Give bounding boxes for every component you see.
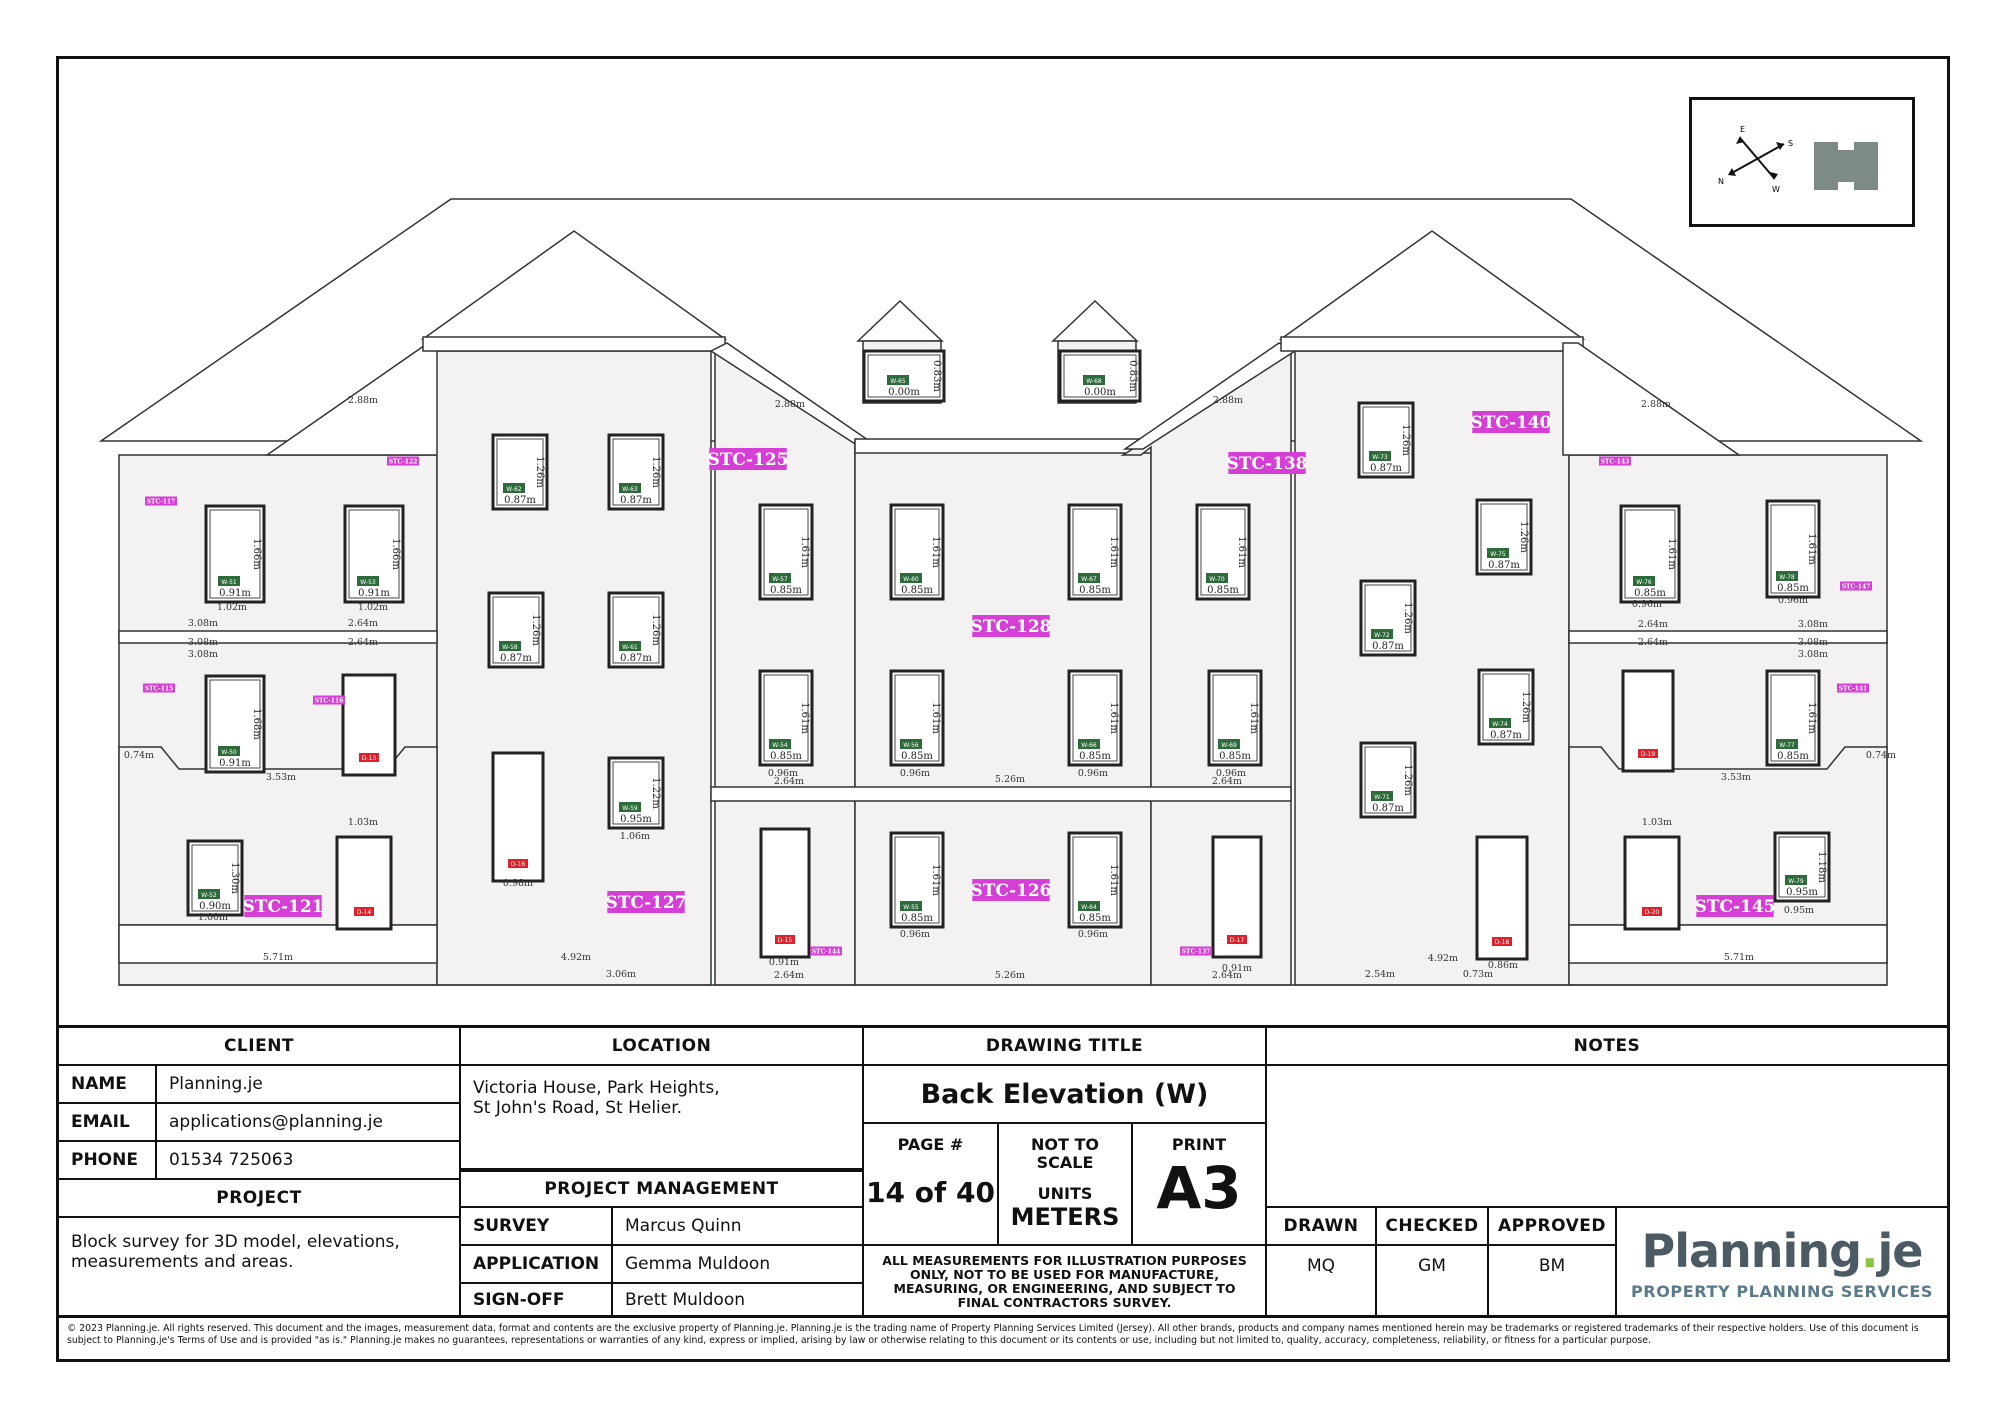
dimension-label: 3.06m [605,969,637,980]
room-id: STC-128 [970,617,1052,637]
door-d-17 [1213,837,1261,957]
logo-tld: je [1877,1223,1923,1278]
building-footprint-icon [1814,142,1878,190]
dimension-label: 3.08m [187,649,219,660]
window-height-label: 1.61m [1666,538,1677,570]
window-w-57 [760,505,812,599]
elevation-svg [59,59,1947,1025]
dimension-label: 1.03m [1641,817,1673,828]
email-label: EMAIL [59,1104,157,1142]
door-tag: D-18 [1494,939,1510,946]
room-label-stc-140 [1471,411,1552,433]
window-width-label: 0.91m [219,758,251,769]
window-width-label: 0.85m [1079,585,1111,596]
location-line-2: St John's Road, St Helier. [473,1098,683,1118]
window-tag: W-79 [1788,878,1804,885]
room-label-stc-115 [143,684,175,693]
room-label-stc-125 [708,448,789,470]
print-cell [1133,1124,1267,1246]
page-number: 14 of 40 [866,1176,995,1209]
door-d-18 [1477,837,1527,959]
logo-wordmark [1642,1224,1923,1278]
window-width-label: 0.87m [1490,730,1522,741]
window-w-64 [1069,833,1121,927]
room-label-stc-128 [971,615,1052,637]
drawn-label: DRAWN [1267,1208,1377,1246]
survey-label: SURVEY [461,1208,613,1246]
dimension-label: 2.64m [773,776,805,787]
dimension-label: 0.96m [767,768,799,779]
window-width-label: 0.85m [901,751,933,762]
window-width-label: 0.87m [500,653,532,664]
dimension-label: 0.96m [1777,595,1809,606]
scale-line-2: SCALE [1036,1153,1094,1172]
window-w-71 [1361,743,1415,817]
window-w-54 [760,671,812,765]
print-label: PRINT [1171,1135,1227,1154]
room-label-stc-137 [1180,947,1212,956]
company-logo [1617,1208,1947,1318]
dimension-label: 0.98m [502,878,534,889]
dimension-label: 2.64m [1211,776,1243,787]
compass-n: N [1718,177,1724,186]
room-id: STC-144 [811,948,841,956]
logo-main: Planning [1641,1223,1861,1278]
window-w-73 [1359,403,1413,477]
door-tag: D-20 [1644,909,1660,916]
dimension-label: 3.08m [1797,649,1829,660]
dimension-label: 0.96m [1077,929,1109,940]
window-width-label: 0.85m [1079,913,1111,924]
logo-dot: . [1861,1223,1878,1278]
dimension-label: 0.73m [1462,969,1494,980]
window-tag: W-68 [1086,378,1102,385]
window-tag: W-58 [502,644,518,651]
window-width-label: 0.87m [1372,803,1404,814]
window-width-label: 0.87m [620,495,652,506]
room-id: STC-122 [388,458,418,466]
room-label-stc-121 [243,895,324,917]
window-height-label: 1.61m [799,536,810,568]
dimension-label: 0.91m [1221,963,1253,974]
room-id: STC-145 [1694,897,1776,917]
client-phone: 01534 725063 [157,1142,461,1180]
window-w-70 [1197,505,1249,599]
page-label: PAGE # [897,1135,964,1154]
window-w-78 [1767,501,1819,597]
window-tag: W-72 [1374,632,1390,639]
client-header: CLIENT [59,1028,461,1066]
window-tag: W-63 [622,486,638,493]
copyright-footer: © 2023 Planning.je. All rights reserved. This document and the images, measurement data, format and contents are the exclusive property of Planning.je. Planning.je is the trading name of Property Planning Services Limited (Jersey). All other brands, products and company names mentioned herein may be trademarks or registered trademarks of their respective holders. Use of this document is subject to Planning.je's Terms of Use and is provided "as is." Planning.je makes no guarantees, representations or warranties of any kind, express or implied, arising by law or otherwise relating to this document or its contents or use, including but not limited to, quality, accuracy, completeness, reliability, or fitness for a particular purpose. [59,1315,1947,1359]
dimension-label: 1.02m [216,602,248,613]
window-height-label: 0.83m [1127,360,1138,392]
dimension-label: 3.08m [1797,619,1829,630]
signoff-label: SIGN-OFF [461,1284,613,1318]
project-description: Block survey for 3D model, elevations, measurements and areas. [59,1218,461,1318]
window-tag: W-77 [1779,742,1795,749]
window-w-50 [206,676,264,772]
window-width-label: 0.85m [770,585,802,596]
window-height-label: 1.61m [1806,533,1817,565]
door-tag: D-16 [510,861,526,868]
measurement-disclaimer: ALL MEASUREMENTS FOR ILLUSTRATION PURPOSES ONLY, NOT TO BE USED FOR MANUFACTURE, MEASURING, OR ENGINEERING, AND SUBJECT TO FINAL CONTRACTORS SURVEY. [864,1246,1267,1318]
checked-value: GM [1377,1246,1489,1318]
door-d-16 [493,753,543,881]
compass-w: W [1772,185,1780,194]
compass-e: E [1740,125,1746,134]
window-tag: W-59 [622,805,638,812]
units-value: METERS [1010,1203,1120,1231]
survey-value: Marcus Quinn [613,1208,864,1246]
dimension-label: 1.06m [619,831,651,842]
approved-value: BM [1489,1246,1617,1318]
window-tag: W-78 [1779,574,1795,581]
drawing-title-header: DRAWING TITLE [864,1028,1267,1066]
window-width-label: 0.85m [1079,751,1111,762]
window-height-label: 1.26m [1400,424,1411,456]
window-tag: W-67 [1081,576,1097,583]
room-id: STC-137 [1181,948,1211,956]
window-width-label: 0.87m [1488,560,1520,571]
room-label-stc-116 [313,696,345,705]
window-width-label: 0.00m [888,387,920,398]
window-w-67 [1069,505,1121,599]
window-height-label: 1.61m [930,536,941,568]
print-size: A3 [1156,1154,1242,1222]
door-tag: D-15 [777,937,793,944]
window-height-label: 1.26m [1402,602,1413,634]
dimension-label: 3.53m [265,772,297,783]
dimension-label: 3.53m [1720,772,1752,783]
window-w-51 [206,506,264,602]
dimension-label: 0.74m [123,750,155,761]
window-tag: W-70 [1209,576,1225,583]
room-id: STC-126 [970,881,1052,901]
site-orientation-key [1689,97,1915,227]
door-tag: D-13 [361,755,377,762]
window-height-label: 1.26m [534,456,545,488]
window-w-74 [1479,670,1533,744]
window-w-56 [891,671,943,765]
window-height-label: 1.61m [930,702,941,734]
door-d-19 [1623,671,1673,771]
application-value: Gemma Muldoon [613,1246,864,1284]
window-tag: W-56 [903,742,919,749]
dimension-label: 5.71m [262,952,294,963]
window-w-53 [345,506,403,602]
compass-icon [1692,100,1912,224]
dimension-label: 0.74m [1865,750,1897,761]
window-tag: W-69 [1221,742,1237,749]
window-width-label: 0.85m [1777,583,1809,594]
dimension-label: 2.88m [774,399,806,410]
window-tag: W-55 [903,904,919,911]
dimension-label: 1.03m [347,817,379,828]
window-height-label: 1.22m [650,777,661,809]
window-w-60 [891,505,943,599]
phone-label: PHONE [59,1142,157,1180]
window-width-label: 0.85m [770,751,802,762]
room-id: STC-115 [144,685,174,693]
window-width-label: 0.85m [901,585,933,596]
window-w-75 [1477,500,1531,574]
dimension-label: 5.26m [994,774,1026,785]
door-d-13 [343,675,395,775]
window-w-63 [609,435,663,509]
window-tag: W-52 [201,892,217,899]
window-height-label: 1.61m [1236,536,1247,568]
window-width-label: 0.85m [1219,751,1251,762]
room-label-stc-145 [1695,895,1776,917]
dimension-label: 2.88m [1640,399,1672,410]
title-block [59,1025,1947,1318]
compass-s: S [1788,139,1794,148]
window-w-79 [1775,833,1829,901]
dimension-label: 0.95m [1783,905,1815,916]
window-height-label: 1.26m [1520,691,1531,723]
dimension-label: 2.88m [1212,395,1244,406]
room-id: STC-147 [1841,583,1871,591]
window-height-label: 1.61m [930,864,941,896]
elevation-drawing [59,59,1947,1025]
dimension-label: 0.96m [899,768,931,779]
window-width-label: 0.87m [620,653,652,664]
window-w-62 [493,435,547,509]
dimension-label: 2.54m [1364,969,1396,980]
left-tower-wall [437,351,711,985]
room-id: STC-143 [1600,458,1630,466]
dimension-label: 2.88m [347,395,379,406]
application-label: APPLICATION [461,1246,613,1284]
room-label-stc-122 [387,457,419,466]
drawn-value: MQ [1267,1246,1377,1318]
window-width-label: 0.85m [1777,751,1809,762]
window-height-label: 1.61m [1108,864,1119,896]
window-width-label: 0.95m [620,814,652,825]
dimension-label: 3.08m [187,637,219,648]
location-line-1: Victoria House, Park Heights, [473,1078,720,1098]
dimension-label: 0.91m [768,957,800,968]
dimension-label: 2.64m [1637,637,1669,648]
dimension-label: 0.96m [1077,768,1109,779]
room-id: STC-138 [1226,454,1308,474]
location-header: LOCATION [461,1028,864,1066]
dimension-label: 0.86m [1487,960,1519,971]
window-width-label: 0.85m [901,913,933,924]
window-tag: W-54 [772,742,788,749]
scale-text [999,1124,1131,1172]
checked-label: CHECKED [1377,1208,1489,1246]
window-w-66 [1069,671,1121,765]
dimension-label: 5.26m [994,970,1026,981]
window-tag: W-74 [1492,721,1508,728]
room-label-stc-126 [971,879,1052,901]
notes-header: NOTES [1267,1028,1947,1066]
window-w-76 [1621,506,1679,602]
drawing-sheet [56,56,1950,1362]
window-tag: W-64 [1081,904,1097,911]
window-width-label: 0.91m [219,588,251,599]
window-height-label: 1.61m [1108,536,1119,568]
window-height-label: 1.61m [1248,702,1259,734]
window-height-label: 1.18m [1816,851,1827,883]
window-tag: W-51 [221,579,237,586]
name-label: NAME [59,1066,157,1104]
window-tag: W-61 [622,644,638,651]
window-w-52 [188,841,242,915]
window-height-label: 0.83m [931,360,942,392]
window-tag: W-75 [1490,551,1506,558]
window-tag: W-57 [772,576,788,583]
window-width-label: 0.95m [1786,887,1818,898]
room-id: STC-141 [1838,685,1868,693]
room-label-stc-138 [1227,452,1308,474]
room-label-stc-141 [1837,684,1869,693]
dimension-label: 3.08m [1797,637,1829,648]
window-w-72 [1361,581,1415,655]
window-width-label: 0.00m [1084,387,1116,398]
window-height-label: 1.66m [251,538,262,570]
units-label: UNITS [1037,1184,1093,1203]
dimension-label: 2.64m [1211,970,1243,981]
dimension-label: 2.64m [1637,619,1669,630]
project-header: PROJECT [59,1180,461,1218]
dimension-label: 4.92m [560,952,592,963]
window-w-77 [1767,671,1819,765]
window-tag: W-66 [1081,742,1097,749]
window-tag: W-73 [1372,454,1388,461]
window-height-label: 1.61m [799,702,810,734]
notes-body [1267,1066,1947,1208]
window-w-59 [609,758,663,828]
window-height-label: 1.26m [1518,521,1529,553]
dimension-label: 2.64m [773,970,805,981]
window-tag: W-62 [506,486,522,493]
window-tag: W-76 [1636,579,1652,586]
scale-cell [999,1124,1133,1246]
room-id: STC-125 [707,450,789,470]
window-height-label: 1.61m [1806,702,1817,734]
client-email[interactable]: applications@planning.je [157,1104,461,1142]
door-d-20 [1625,837,1679,929]
location-address [461,1066,864,1170]
dimension-label: 2.64m [347,637,379,648]
window-height-label: 1.68m [251,708,262,740]
window-tag: W-50 [221,749,237,756]
dimension-label: 4.92m [1427,953,1459,964]
window-height-label: 1.26m [530,614,541,646]
room-id: STC-121 [242,897,324,917]
client-name: Planning.je [157,1066,461,1104]
room-id: STC-127 [605,893,687,913]
window-height-label: 1.26m [650,614,661,646]
approved-label: APPROVED [1489,1208,1617,1246]
door-d-14 [337,837,391,929]
dimension-label: 1.02m [357,602,389,613]
window-w-61 [609,593,663,667]
window-height-label: 1.26m [1402,764,1413,796]
window-width-label: 0.87m [504,495,536,506]
room-id: STC-117 [146,498,176,506]
room-id: STC-116 [314,697,344,705]
window-tag: W-65 [890,378,906,385]
room-label-stc-144 [810,947,842,956]
door-tag: D-19 [1640,751,1656,758]
window-w-58 [489,593,543,667]
window-width-label: 0.90m [199,901,231,912]
drawing-title: Back Elevation (W) [864,1066,1267,1124]
dimension-label: 0.96m [899,929,931,940]
dimension-label: 2.64m [347,618,379,629]
window-w-69 [1209,671,1261,765]
dimension-label: 0.96m [1215,768,1247,779]
page-cell [864,1124,999,1246]
window-width-label: 0.87m [1370,463,1402,474]
project-management-header: PROJECT MANAGEMENT [461,1170,864,1208]
window-w-68 [1060,351,1140,401]
window-width-label: 0.91m [358,588,390,599]
logo-tagline: PROPERTY PLANNING SERVICES [1630,1281,1933,1301]
signoff-value: Brett Muldoon [613,1284,864,1318]
door-tag: D-17 [1229,937,1245,944]
dimension-label: 3.08m [187,618,219,629]
room-id: STC-140 [1470,413,1552,433]
dimension-label: 0.96m [1631,599,1663,610]
door-tag: D-14 [356,909,372,916]
dimension-label: 5.71m [1723,952,1755,963]
window-w-65 [864,351,944,401]
window-width-label: 0.87m [1372,641,1404,652]
window-tag: W-71 [1374,794,1390,801]
room-label-stc-117 [145,497,177,506]
window-height-label: 1.26m [650,456,661,488]
window-tag: W-53 [360,579,376,586]
window-height-label: 1.30m [229,862,240,894]
window-tag: W-60 [903,576,919,583]
room-label-stc-143 [1599,457,1631,466]
window-width-label: 0.85m [1634,588,1666,599]
door-d-15 [761,829,809,957]
window-width-label: 0.85m [1207,585,1239,596]
window-height-label: 1.61m [1108,702,1119,734]
room-label-stc-127 [606,891,687,913]
dimension-label: 1.00m [197,912,229,923]
window-height-label: 1.66m [390,538,401,570]
room-label-stc-147 [1840,582,1872,591]
window-w-55 [891,833,943,927]
scale-line-1: NOT TO [1031,1135,1099,1154]
